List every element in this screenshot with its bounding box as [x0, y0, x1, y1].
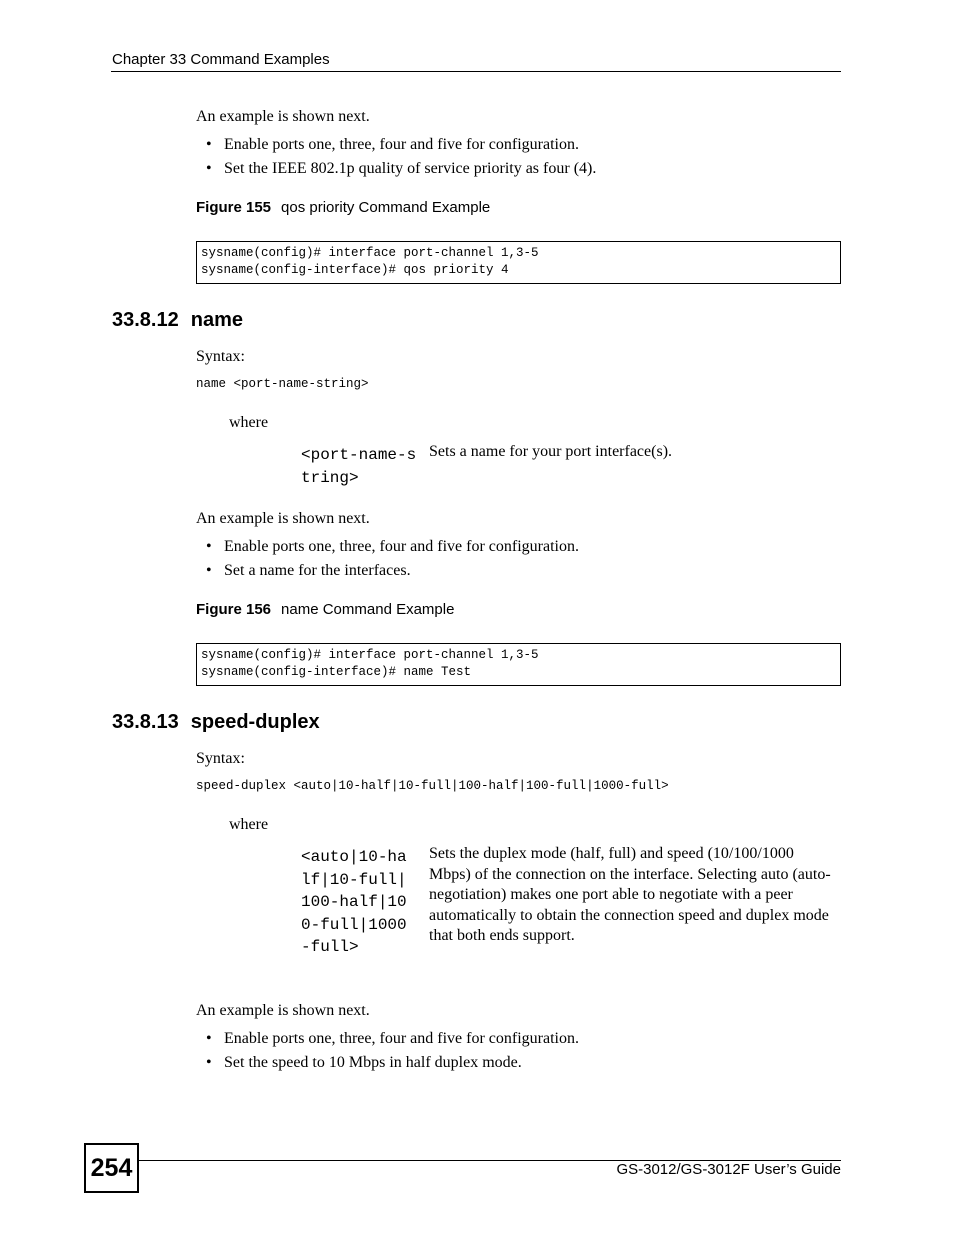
- chapter-header: Chapter 33 Command Examples: [112, 51, 330, 68]
- list-item: [206, 1054, 522, 1072]
- page-number: 254: [84, 1143, 139, 1193]
- section-heading: [112, 711, 320, 734]
- section-heading: [112, 309, 243, 332]
- where-label: where: [229, 414, 269, 431]
- bullet-icon: •: [206, 1054, 212, 1071]
- speed-intro: An example is shown next.: [196, 1002, 370, 1019]
- bullet-icon: •: [206, 562, 212, 579]
- code-line: sysname(config)# interface port-channel 1,3-5: [201, 648, 539, 662]
- bullet-icon: •: [206, 160, 212, 177]
- list-item-text: Enable ports one, three, four and five for configuration.: [224, 538, 579, 555]
- list-item: [206, 1030, 579, 1048]
- param-name: <auto|10-half|10-full|100-half|100-full|1000-full>: [301, 848, 407, 956]
- qos-intro: An example is shown next.: [196, 108, 370, 125]
- section-title: speed-duplex: [190, 711, 320, 733]
- syntax-label: Syntax:: [196, 750, 245, 767]
- where-label: where: [229, 816, 269, 833]
- list-item: [206, 136, 579, 154]
- section-number: 33.8.13: [112, 711, 179, 733]
- list-item: [206, 538, 579, 556]
- guide-title: GS-3012/GS-3012F User’s Guide: [616, 1161, 841, 1178]
- figure-title: name Command Example: [281, 601, 455, 618]
- list-item-text: Set the IEEE 802.1p quality of service priority as four (4).: [224, 160, 597, 177]
- figure-caption: [196, 199, 490, 216]
- syntax-code: name <port-name-string>: [196, 377, 369, 391]
- code-line: sysname(config-interface)# qos priority 4: [201, 263, 509, 277]
- param-description: Sets a name for your port interface(s).: [429, 443, 673, 460]
- list-item-text: Enable ports one, three, four and five for configuration.: [224, 1030, 579, 1047]
- figure-number: Figure 156: [196, 601, 272, 618]
- bullet-icon: •: [206, 136, 212, 153]
- list-item-text: Set a name for the interfaces.: [224, 562, 411, 579]
- syntax-label: Syntax:: [196, 348, 245, 365]
- bullet-icon: •: [206, 1030, 212, 1047]
- list-item-text: Set the speed to 10 Mbps in half duplex mode.: [224, 1054, 522, 1071]
- section-title: name: [190, 309, 243, 331]
- list-item: [206, 160, 596, 178]
- figure-title: qos priority Command Example: [281, 199, 491, 216]
- figure-caption: [196, 601, 454, 618]
- param-name: <port-name-string>: [301, 446, 417, 487]
- code-block: [196, 241, 841, 284]
- bullet-icon: •: [206, 538, 212, 555]
- param-description: Sets the duplex mode (half, full) and speed (10/100/1000 Mbps) of the connection on the interface. Selecting auto (auto-negotiation) makes one port able to negotiate with a peer automatically to obtain the connection speed and duplex mode that both ends support.: [429, 845, 831, 944]
- code-line: sysname(config-interface)# name Test: [201, 665, 472, 679]
- syntax-code: speed-duplex <auto|10-half|10-full|100-half|100-full|1000-full>: [196, 779, 669, 793]
- name-intro: An example is shown next.: [196, 510, 370, 527]
- list-item: [206, 562, 411, 580]
- code-line: sysname(config)# interface port-channel 1,3-5: [201, 246, 539, 260]
- code-block: [196, 643, 841, 686]
- list-item-text: Enable ports one, three, four and five for configuration.: [224, 136, 579, 153]
- section-number: 33.8.12: [112, 309, 179, 331]
- figure-number: Figure 155: [196, 199, 272, 216]
- header-rule: [111, 71, 841, 72]
